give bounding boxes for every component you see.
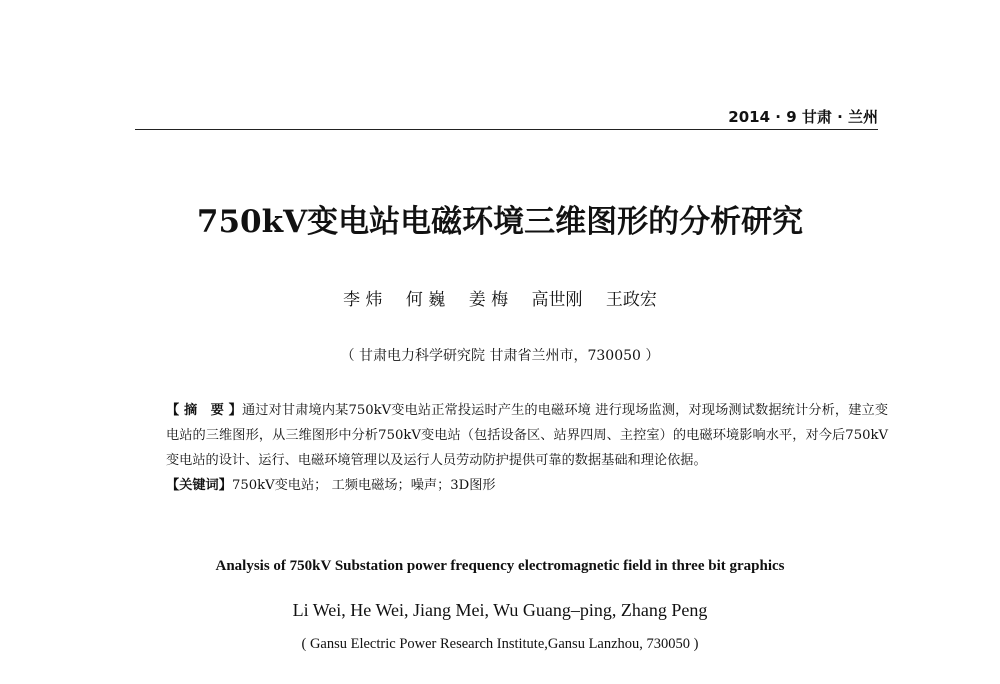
paper-title-cn: 750kV变电站电磁环境三维图形的分析研究 — [196, 204, 804, 240]
author-name: 何 巍 — [405, 290, 446, 310]
running-head: 2014 · 9 甘肃 · 兰州 — [135, 106, 878, 130]
affiliation-en: ( Gansu Electric Power Research Institute,Gansu Lanzhou, 730050 ) — [301, 636, 699, 652]
author-name: 姜 梅 — [468, 290, 509, 310]
abstract-label: 【 摘 要 】 — [166, 403, 242, 418]
paper-title-en: Analysis of 750kV Substation power frequency electromagnetic field in three bit graphics — [215, 558, 785, 574]
keywords-label: 【关键词】 — [166, 478, 232, 493]
abstract-text: 通过对甘肃境内某750kV变电站正常投运时产生的电磁环境 进行现场监测，对现场测试数据统计分析，建立变电站的三维图形，从三维图形中分析750kV变电站（包括设备区、站界四周、主控室）的电磁环境影响水平，对今后750kV变电站的设计、运行、电磁环境管理以及运行人员劳动防护提供可靠的数据基础和理论依据。 — [166, 403, 889, 468]
keywords-text: 750kV变电站； 工频电磁场；噪声；3D图形 — [231, 478, 496, 493]
author-name: 王政宏 — [605, 290, 657, 310]
abstract-paragraph — [140, 398, 888, 473]
keywords-paragraph — [140, 473, 888, 498]
author-name: 高世刚 — [531, 290, 583, 310]
abstract-block — [140, 398, 888, 498]
author-name: 李 炜 — [343, 290, 383, 310]
author-list-en: Li Wei, He Wei, Jiang Mei, Wu Guang–ping, Zhang Peng — [292, 600, 708, 620]
author-list-cn — [0, 285, 1000, 310]
affiliation-cn: （ 甘肃电力科学研究院 甘肃省兰州市，730050 ） — [340, 348, 660, 364]
